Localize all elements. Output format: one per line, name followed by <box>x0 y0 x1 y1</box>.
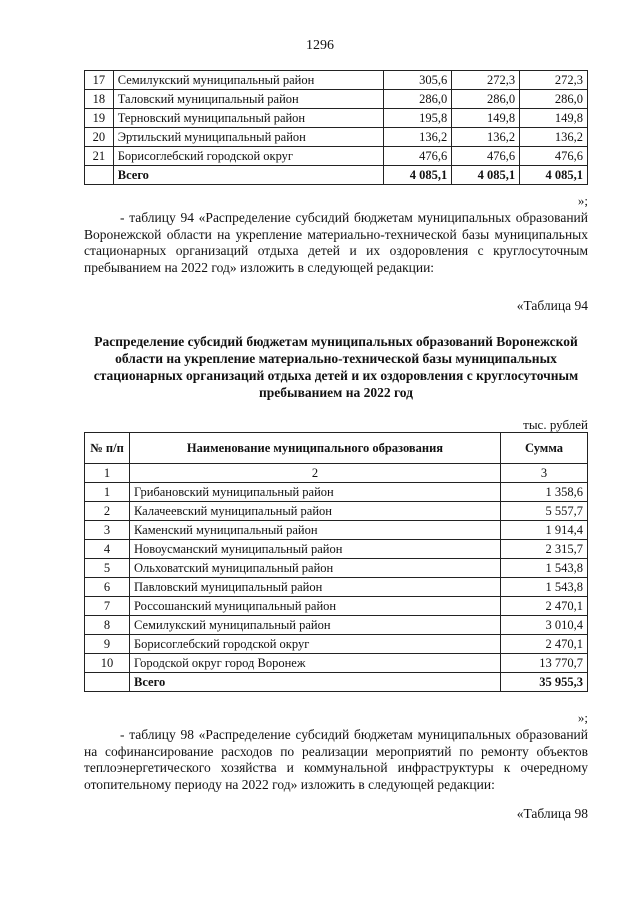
table-row <box>85 597 588 616</box>
previous-table-body <box>85 71 588 185</box>
table-row <box>85 147 588 166</box>
table-row <box>85 559 588 578</box>
column-index: 2 <box>130 464 501 483</box>
header-sum: Сумма <box>501 433 588 464</box>
row-value-1: 305,6 <box>384 71 452 90</box>
row-sum: 2 470,1 <box>501 635 588 654</box>
page-number: 1296 <box>306 38 334 53</box>
row-name: Борисоглебский городской округ <box>113 147 384 166</box>
table-row <box>85 109 588 128</box>
table-row <box>85 654 588 673</box>
row-number: 3 <box>85 521 130 540</box>
row-value-2: 272,3 <box>452 71 520 90</box>
row-name: Новоусманский муниципальный район <box>130 540 501 559</box>
units-label: тыс. рублей <box>523 417 588 432</box>
total-row <box>85 673 588 692</box>
row-value-3: 476,6 <box>520 147 588 166</box>
row-number: 20 <box>85 128 114 147</box>
row-number: 5 <box>85 559 130 578</box>
total-value-2: 4 085,1 <box>452 166 520 185</box>
row-number: 17 <box>85 71 114 90</box>
table-94-title: Распределение субсидий бюджетам муниципальных образований Воронежской области на укрепление материально-технической базы муниципальных стационарных организаций отдыха детей и их оздоровления с круглосуточным пребыванием на 2022 год <box>93 334 579 400</box>
table-row <box>85 540 588 559</box>
row-number: 4 <box>85 540 130 559</box>
table-94-body <box>85 464 588 692</box>
row-number: 19 <box>85 109 114 128</box>
row-value-3: 149,8 <box>520 109 588 128</box>
row-name: Борисоглебский городской округ <box>130 635 501 654</box>
row-number: 21 <box>85 147 114 166</box>
row-sum: 1 543,8 <box>501 578 588 597</box>
table-closing-quote: »; <box>577 710 588 725</box>
total-row <box>85 166 588 185</box>
table-94-header <box>85 433 588 464</box>
table-row <box>85 483 588 502</box>
column-index: 3 <box>501 464 588 483</box>
column-index: 1 <box>85 464 130 483</box>
row-name: Грибановский муниципальный район <box>130 483 501 502</box>
table-94-label: «Таблица 94 <box>516 298 588 313</box>
table-row <box>85 635 588 654</box>
row-number: 6 <box>85 578 130 597</box>
row-number: 1 <box>85 483 130 502</box>
header-num: № п/п <box>85 433 130 464</box>
header-name: Наименование муниципального образования <box>130 433 501 464</box>
total-value-1: 4 085,1 <box>384 166 452 185</box>
total-label: Всего <box>130 673 501 692</box>
row-value-1: 195,8 <box>384 109 452 128</box>
table-row <box>85 90 588 109</box>
row-name: Городской округ город Воронеж <box>130 654 501 673</box>
total-label: Всего <box>113 166 384 185</box>
total-sum: 35 955,3 <box>501 673 588 692</box>
row-value-1: 476,6 <box>384 147 452 166</box>
row-name: Таловский муниципальный район <box>113 90 384 109</box>
row-number: 9 <box>85 635 130 654</box>
amendment-paragraph-94: - таблицу 94 «Распределение субсидий бюджетам муниципальных образований Воронежской области на укрепление материально-технической базы муниципальных стационарных организаций отдыха детей и их оздоровления с круглосуточным пребыванием на 2022 год» изложить в следующей редакции: <box>84 210 588 275</box>
table-closing-quote: »; <box>577 193 588 208</box>
amendment-paragraph-98: - таблицу 98 «Распределение субсидий бюджетам муниципальных образований на софинансирование расходов по реализации мероприятий по ремонту объектов теплоэнергетического хозяйства и коммунальной инфраструктуры к очередному отопительному периоду на 2022 год» изложить в следующей редакции: <box>84 727 588 792</box>
row-name: Россошанский муниципальный район <box>130 597 501 616</box>
table-98-label: «Таблица 98 <box>516 806 588 821</box>
row-name: Семилукский муниципальный район <box>130 616 501 635</box>
row-sum: 2 470,1 <box>501 597 588 616</box>
total-value-3: 4 085,1 <box>520 166 588 185</box>
row-sum: 2 315,7 <box>501 540 588 559</box>
previous-table-continuation <box>84 70 588 185</box>
row-value-2: 476,6 <box>452 147 520 166</box>
row-value-3: 286,0 <box>520 90 588 109</box>
row-name: Терновский муниципальный район <box>113 109 384 128</box>
row-number: 8 <box>85 616 130 635</box>
row-name: Ольховатский муниципальный район <box>130 559 501 578</box>
row-number: 18 <box>85 90 114 109</box>
row-value-1: 136,2 <box>384 128 452 147</box>
row-value-2: 136,2 <box>452 128 520 147</box>
row-number-empty <box>85 166 114 185</box>
row-name: Каменский муниципальный район <box>130 521 501 540</box>
table-row <box>85 578 588 597</box>
row-name: Семилукский муниципальный район <box>113 71 384 90</box>
row-sum: 5 557,7 <box>501 502 588 521</box>
row-number: 10 <box>85 654 130 673</box>
row-value-3: 136,2 <box>520 128 588 147</box>
header-row <box>85 433 588 464</box>
row-sum: 3 010,4 <box>501 616 588 635</box>
table-row <box>85 502 588 521</box>
table-row <box>85 616 588 635</box>
column-index-row <box>85 464 588 483</box>
table-row <box>85 128 588 147</box>
row-value-2: 286,0 <box>452 90 520 109</box>
row-sum: 13 770,7 <box>501 654 588 673</box>
row-number: 2 <box>85 502 130 521</box>
row-sum: 1 358,6 <box>501 483 588 502</box>
row-sum: 1 914,4 <box>501 521 588 540</box>
row-value-1: 286,0 <box>384 90 452 109</box>
row-sum: 1 543,8 <box>501 559 588 578</box>
table-row <box>85 71 588 90</box>
row-value-3: 272,3 <box>520 71 588 90</box>
table-94 <box>84 432 588 692</box>
row-name: Эртильский муниципальный район <box>113 128 384 147</box>
table-row <box>85 521 588 540</box>
row-name: Павловский муниципальный район <box>130 578 501 597</box>
row-name: Калачеевский муниципальный район <box>130 502 501 521</box>
row-number: 7 <box>85 597 130 616</box>
row-value-2: 149,8 <box>452 109 520 128</box>
row-number-empty <box>85 673 130 692</box>
